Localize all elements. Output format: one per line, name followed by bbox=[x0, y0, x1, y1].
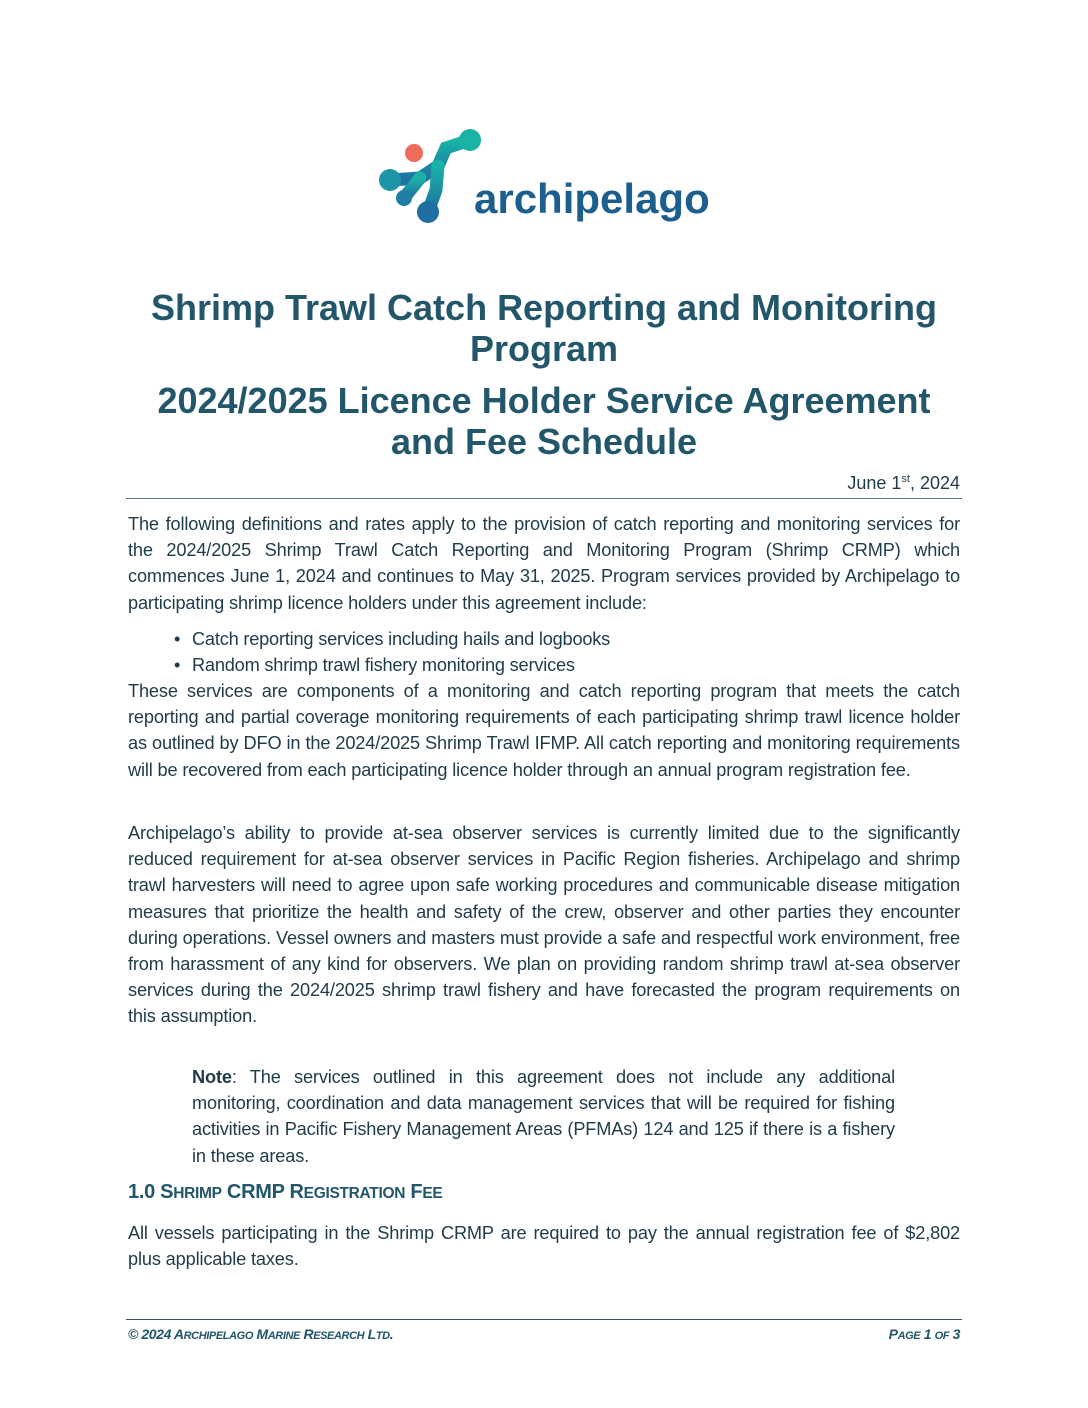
archipelago-logo bbox=[376, 126, 716, 230]
note-block bbox=[192, 1064, 895, 1169]
footer-page-number: PAGE 1 OF 3 bbox=[888, 1326, 960, 1342]
section-heading-registration-fee: 1.0 SHRIMP CRMP REGISTRATION FEE bbox=[128, 1181, 443, 1203]
services-list bbox=[128, 626, 960, 678]
note-label: Note bbox=[192, 1067, 232, 1087]
note-text: : The services outlined in this agreement does not include any additional monitoring, coordination and data management services that will be required for fishing activities in Pacific Fishery Management Areas (PFMAs) 124 and 125 if there is a fishery in these areas. bbox=[192, 1067, 895, 1166]
bullet-icon: • bbox=[174, 629, 181, 649]
document-title: Shrimp Trawl Catch Reporting and Monitoring Program bbox=[150, 287, 937, 369]
observers-paragraph: Archipelago’s ability to provide at-sea observer services is currently limited due to the significantly reduced requirement for at-sea observer services in Pacific Region fisheries. Archipelago and shrimp trawl harvesters will need to agree upon safe working procedures and communicable disease mitigation measures that prioritize the health and safety of the crew, observer and other parties they encounter during operations. Vessel owners and masters must provide a safe and respectful work environment, free from harassment of any kind for observers. We plan on providing random shrimp trawl at-sea observer services during the 2024/2025 shrimp trawl fishery and have forecasted the program requirements on this assumption. bbox=[128, 823, 960, 1027]
intro-paragraph: The following definitions and rates apply to the provision of catch reporting and monitoring services for the 2024/2025 Shrimp Trawl Catch Reporting and Monitoring Program (Shrimp CRMP) which commences June 1, 2024 and continues to May 31, 2025. Program services provided by Archipelago to participating shrimp licence holders under this agreement include: bbox=[128, 514, 960, 613]
list-item: • Random shrimp trawl fishery monitoring services bbox=[128, 652, 960, 678]
header-divider bbox=[126, 498, 962, 499]
footer-divider bbox=[126, 1319, 962, 1320]
list-item: • Catch reporting services including hails and logbooks bbox=[128, 626, 960, 652]
footer-copyright: © 2024 ARCHIPELAGO MARINE RESEARCH LTD. bbox=[128, 1326, 394, 1342]
document-date: June 1st, 2024 bbox=[847, 473, 960, 493]
fee-paragraph: All vessels participating in the Shrimp CRMP are required to pay the annual registration fee of $2,802 plus applicable taxes. bbox=[128, 1223, 960, 1270]
bullet-icon: • bbox=[174, 655, 181, 676]
logo-molecule-icon bbox=[376, 126, 716, 230]
document-subtitle: 2024/2025 Licence Holder Service Agreement and Fee Schedule bbox=[157, 380, 931, 462]
components-paragraph: These services are components of a monitoring and catch reporting program that meets the catch reporting and partial coverage monitoring requirements of each participating shrimp trawl licence holder as outlined by DFO in the 2024/2025 Shrimp Trawl IFMP. All catch reporting and monitoring requirements will be recovered from each participating licence holder through an annual program registration fee. bbox=[128, 681, 960, 780]
svg-text:archipelago: archipelago bbox=[474, 175, 710, 222]
